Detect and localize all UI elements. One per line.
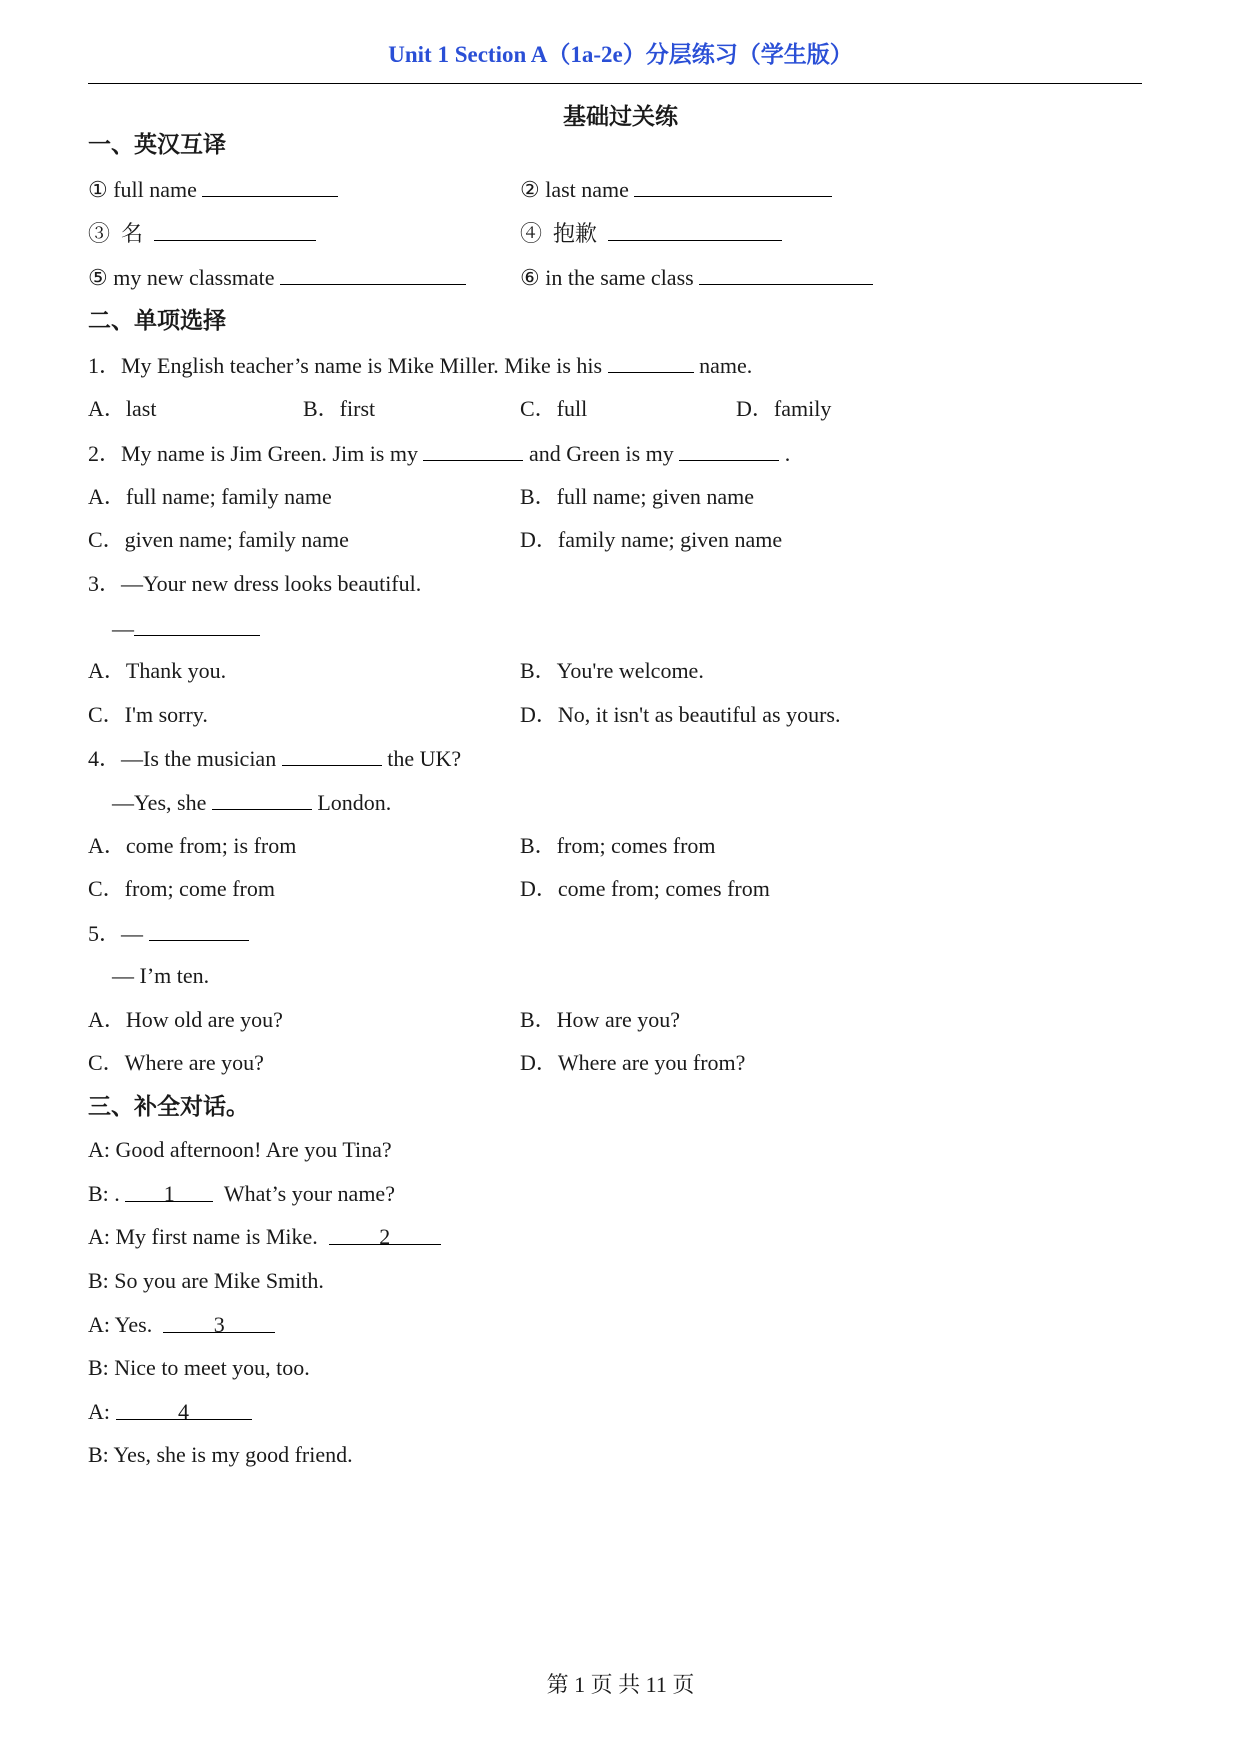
answer-blank[interactable] [282,743,382,766]
header-divider [88,83,1142,84]
translation-item-4: ④ 抱歉 [520,218,782,249]
question-5-reply: — I’m ten. [112,963,210,988]
option-3a[interactable]: A．Thank you. [88,658,227,683]
translation-item-1: ① full name [88,174,338,205]
translation-item-2: ② last name [520,174,832,205]
question-3-reply: — [112,613,260,644]
answer-blank[interactable] [202,174,338,197]
answer-blank[interactable] [280,262,466,285]
option-1c[interactable]: C．full [520,396,588,421]
option-3b[interactable]: B．You're welcome. [520,658,704,683]
option-2d[interactable]: D．family name; given name [520,527,783,552]
dialogue-line: A: My first name is Mike. 2 [88,1222,441,1252]
answer-blank[interactable] [608,350,694,373]
dialogue-line: A: Good afternoon! Are you Tina? [88,1137,392,1162]
dialogue-line: B: . 1 What’s your name? [88,1181,395,1206]
translation-item-5: ⑤ my new classmate [88,262,466,293]
translation-item-3: ③ 名 [88,218,316,249]
section-subtitle: 基础过关练 [563,104,678,129]
option-1a[interactable]: A．last [88,396,157,421]
option-3d[interactable]: D．No, it isn't as beautiful as yours. [520,702,841,727]
question-3-stem: 3．—Your new dress looks beautiful. [88,571,422,596]
dialogue-blank[interactable]: 2 [329,1222,441,1245]
section2-heading: 二、单项选择 [88,308,226,333]
option-2b[interactable]: B．full name; given name [520,484,754,509]
answer-blank[interactable] [608,218,782,241]
section3-heading: 三、补全对话。 [88,1094,249,1119]
option-1d[interactable]: D．family [736,396,832,421]
option-2a[interactable]: A．full name; family name [88,484,332,509]
question-5-stem: 5．— [88,918,249,949]
option-5c[interactable]: C．Where are you? [88,1050,264,1075]
dialogue-blank[interactable]: 1 [125,1179,213,1202]
answer-blank[interactable] [423,438,523,461]
question-1-stem: 1．My English teacher’s name is Mike Miller. Mike is his name. [88,350,752,381]
option-3c[interactable]: C．I'm sorry. [88,702,208,727]
page-header-title: Unit 1 Section A（1a-2e）分层练习（学生版） [388,42,853,67]
option-5b[interactable]: B．How are you? [520,1007,681,1032]
dialogue-blank[interactable]: 4 [116,1397,252,1420]
answer-blank[interactable] [212,787,312,810]
dialogue-line: B: Nice to meet you, too. [88,1355,310,1380]
answer-blank[interactable] [149,918,249,941]
answer-blank[interactable] [154,218,316,241]
question-4-stem: 4．—Is the musician the UK? [88,743,461,774]
option-4a[interactable]: A．come from; is from [88,833,297,858]
dialogue-line: A: Yes. 3 [88,1310,275,1340]
question-2-stem: 2．My name is Jim Green. Jim is my and Green is my . [88,438,790,469]
option-1b[interactable]: B．first [303,396,376,421]
answer-blank[interactable] [679,438,779,461]
dialogue-blank[interactable]: 3 [163,1310,275,1333]
option-2c[interactable]: C．given name; family name [88,527,349,552]
page-number: 第 1 页 共 11 页 [546,1672,695,1697]
option-4b[interactable]: B．from; comes from [520,833,716,858]
translation-item-6: ⑥ in the same class [520,262,873,293]
section1-heading: 一、英汉互译 [88,132,226,157]
answer-blank[interactable] [134,613,260,636]
answer-blank[interactable] [699,262,873,285]
dialogue-line: B: Yes, she is my good friend. [88,1442,353,1467]
dialogue-line: B: So you are Mike Smith. [88,1268,324,1293]
question-4-reply: —Yes, she London. [112,787,391,818]
dialogue-line: A: 4 [88,1397,252,1427]
option-5a[interactable]: A．How old are you? [88,1007,283,1032]
option-4d[interactable]: D．come from; comes from [520,876,770,901]
option-5d[interactable]: D．Where are you from? [520,1050,746,1075]
answer-blank[interactable] [634,174,832,197]
option-4c[interactable]: C．from; come from [88,876,275,901]
